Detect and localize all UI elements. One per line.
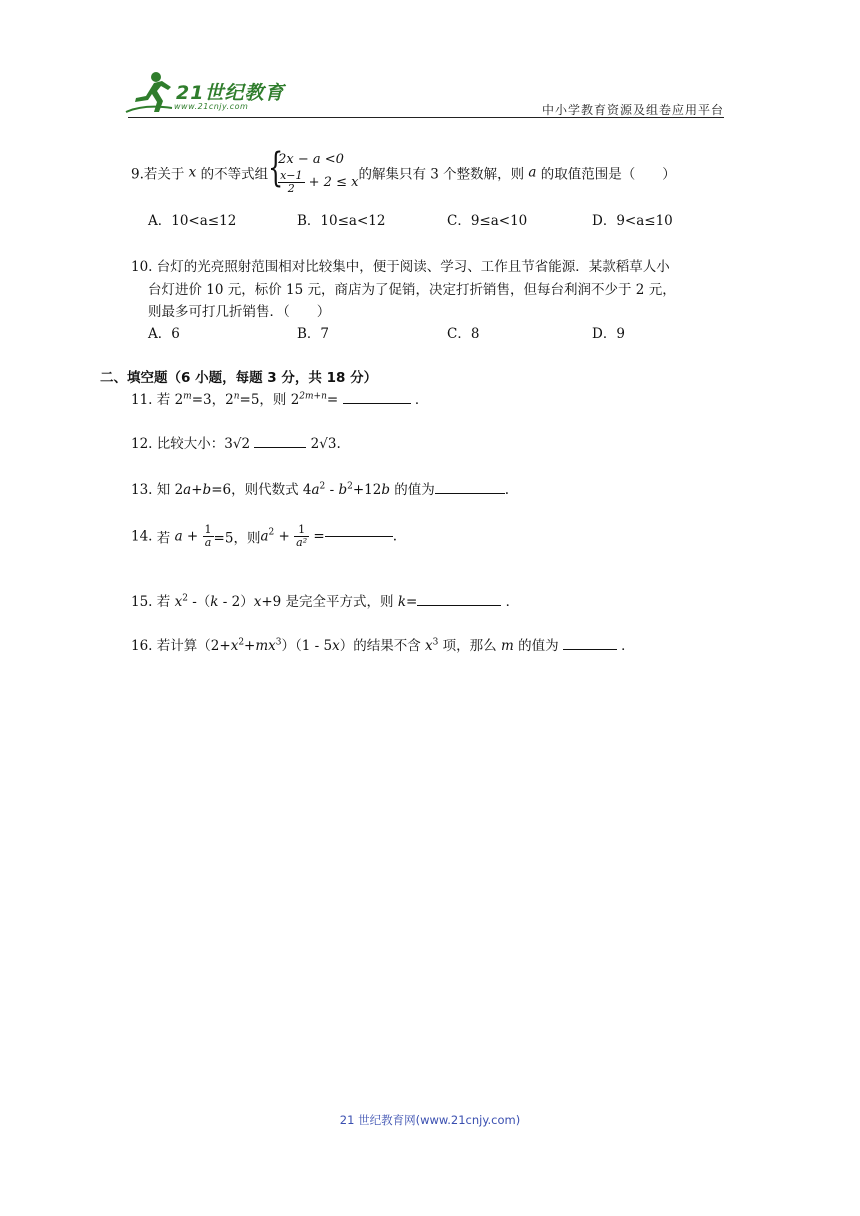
q15-end: ． <box>505 594 520 610</box>
q15-sup-2: 2 <box>182 593 188 604</box>
q16-answer-blank[interactable] <box>563 649 617 650</box>
q14-fraction-2 <box>294 524 309 549</box>
q16-text-e: ）（1 - 5 <box>281 638 333 654</box>
section-title-fill-in: 二、填空题（6 小题，每题 3 分，共 18 分） <box>100 370 378 386</box>
q13-var-a: a <box>183 482 192 498</box>
q15-number: 15. <box>131 594 153 610</box>
question-13 <box>131 478 509 498</box>
q14-sup-2: 2 <box>268 527 275 538</box>
q16-number: 16. <box>131 638 153 654</box>
q13-number: 13. <box>131 482 153 498</box>
inequality-2-rest: + 2 ≤ x <box>308 175 359 190</box>
q11-text-b: =3，2 <box>191 392 234 408</box>
q13-var-b-3: b <box>381 482 390 498</box>
q10-option-c: C．8 <box>447 326 480 342</box>
q10-line-1: 10. 台灯的光亮照射范围相对比较集中，便于阅读、学习、工作且节省能源．某款稻草人小 <box>131 259 670 275</box>
runner-logo-icon <box>124 68 176 116</box>
header-divider <box>128 117 724 118</box>
q16-text-a: 若计算（2+ <box>156 638 231 654</box>
q13-end: . <box>504 482 510 498</box>
q9-prefix: 9.若关于 <box>131 166 189 183</box>
q14-var-a: a <box>174 528 183 545</box>
q13-text-h: 的值为 <box>389 482 435 498</box>
q9-option-a: A．10<a≤12 <box>148 213 237 229</box>
q10-option-a: A．6 <box>148 326 180 342</box>
q11-sup-n: n <box>233 391 240 402</box>
q11-text-a: 若 2 <box>156 392 184 408</box>
q15-text-d: - 2） <box>218 594 254 610</box>
q14-answer-blank[interactable] <box>325 536 393 537</box>
q16-var-x: x <box>230 638 239 654</box>
q15-text-f: = <box>406 594 418 610</box>
q16-var-mx: mx <box>255 638 276 654</box>
q12-number: 12. <box>131 436 153 452</box>
logo-url: www.21cnjy.com <box>174 102 249 111</box>
q11-sup-exp: 2m+n <box>299 391 327 402</box>
q10-line-3: 则最多可打几折销售．（ ） <box>148 304 331 320</box>
q16-end: ． <box>621 638 635 654</box>
q14-end: . <box>392 528 398 545</box>
q12-text-a: 比较大小：3√2 <box>156 436 251 452</box>
q14-number: 14. <box>131 528 153 545</box>
q9-option-d: D．9<a≤10 <box>592 213 673 229</box>
q13-var-b-2: b <box>338 482 348 498</box>
q11-text-d: = <box>326 392 339 408</box>
q15-var-k-2: k <box>397 594 407 610</box>
q13-sup-2: 2 <box>319 481 326 492</box>
q14-frac1-num: 1 <box>204 523 212 536</box>
q16-var-x-3: x <box>425 638 433 654</box>
fraction-numerator: x−1 <box>280 169 303 182</box>
q14-plus: + <box>182 528 203 545</box>
q11-sup-m: m <box>183 391 192 402</box>
q16-text-i: 的值为 <box>513 638 559 654</box>
q12-answer-blank[interactable] <box>254 447 306 448</box>
question-15 <box>131 590 519 610</box>
q16-text-f: ）的结果不含 <box>339 638 426 654</box>
q14-text-b: =5，则 <box>213 530 261 547</box>
q9-suffix-1: 的解集只有 3 个整数解，则 <box>358 166 529 183</box>
q15-var-k: k <box>210 594 219 610</box>
q9-suffix-2: 的取值范围是（ ） <box>536 166 676 183</box>
platform-title: 中小学教育资源及组卷应用平台 <box>541 103 724 117</box>
question-12 <box>131 432 341 452</box>
q13-text-e: - <box>325 482 339 498</box>
q14-frac2-den: a² <box>296 536 308 549</box>
q14-plus-2: + <box>274 528 295 545</box>
q13-text-a: 知 2 <box>156 482 184 498</box>
inequality-1: 2x − a <0 <box>278 152 344 167</box>
q15-text-c: -（ <box>187 594 211 610</box>
q12-end: . <box>336 436 341 452</box>
q13-text-c: =6，则代数式 4 <box>211 482 312 498</box>
q9-option-c: C．9≤a<10 <box>447 213 528 229</box>
q11-end: ． <box>414 392 429 408</box>
q14-var-a-2: a <box>260 528 269 545</box>
q14-eq: = <box>309 528 325 545</box>
q13-var-b: b <box>202 482 212 498</box>
brace-symbol: { <box>268 145 284 191</box>
q14-frac1-den: a <box>204 536 212 549</box>
question-16 <box>131 634 635 654</box>
brand-logo <box>124 68 294 116</box>
q15-var-x: x <box>174 594 183 610</box>
question-9 <box>131 145 676 195</box>
q11-answer-blank[interactable] <box>343 403 411 404</box>
q9-mid: 的不等式组 <box>196 166 269 183</box>
q16-sup-3: 3 <box>275 637 282 648</box>
fraction-denominator: 2 <box>287 182 295 195</box>
q13-sup-2b: 2 <box>347 481 353 492</box>
q13-answer-blank[interactable] <box>435 493 505 494</box>
question-14 <box>131 524 397 549</box>
q13-text-b: + <box>191 482 203 498</box>
q11-text-c: =5，则 2 <box>239 392 300 408</box>
q16-sup-2: 2 <box>238 637 245 648</box>
q9-var-a: a <box>528 164 537 181</box>
logo-text: 21世纪教育 <box>176 82 285 104</box>
q16-text-h: 项，那么 <box>438 638 501 654</box>
q11-number: 11. <box>131 392 153 408</box>
q16-var-x-2: x <box>332 638 340 654</box>
q15-answer-blank[interactable] <box>417 605 501 606</box>
q10-option-b: B．7 <box>297 326 330 342</box>
q15-text-a: 若 <box>156 594 175 610</box>
q9-var-x: x <box>188 164 197 181</box>
question-11 <box>131 388 428 408</box>
q13-var-a-2: a <box>311 482 320 498</box>
q9-option-b: B．10≤a<12 <box>297 213 386 229</box>
q10-option-d: D．9 <box>592 326 625 342</box>
q10-line-2: 台灯进价 10 元，标价 15 元，商店为了促销，决定打折销售，但每台利润不少于 2 元， <box>148 282 676 298</box>
q16-sup-3b: 3 <box>432 637 439 648</box>
q13-text-g: +12 <box>352 482 382 498</box>
q15-text-e: +9 是完全平方式，则 <box>261 594 398 610</box>
q14-frac2-num: 1 <box>294 524 309 537</box>
q14-fraction-1 <box>203 524 214 549</box>
q14-text-a: 若 <box>156 530 175 547</box>
footer-link[interactable]: 21 世纪教育网(www.21cnjy.com) <box>339 1113 521 1127</box>
q15-var-x-2: x <box>253 594 262 610</box>
q16-text-c: + <box>244 638 256 654</box>
q16-var-m: m <box>500 638 514 654</box>
q12-text-b: 2√3 <box>310 436 337 452</box>
inequality-system <box>268 145 359 195</box>
inequality-2 <box>278 170 358 195</box>
